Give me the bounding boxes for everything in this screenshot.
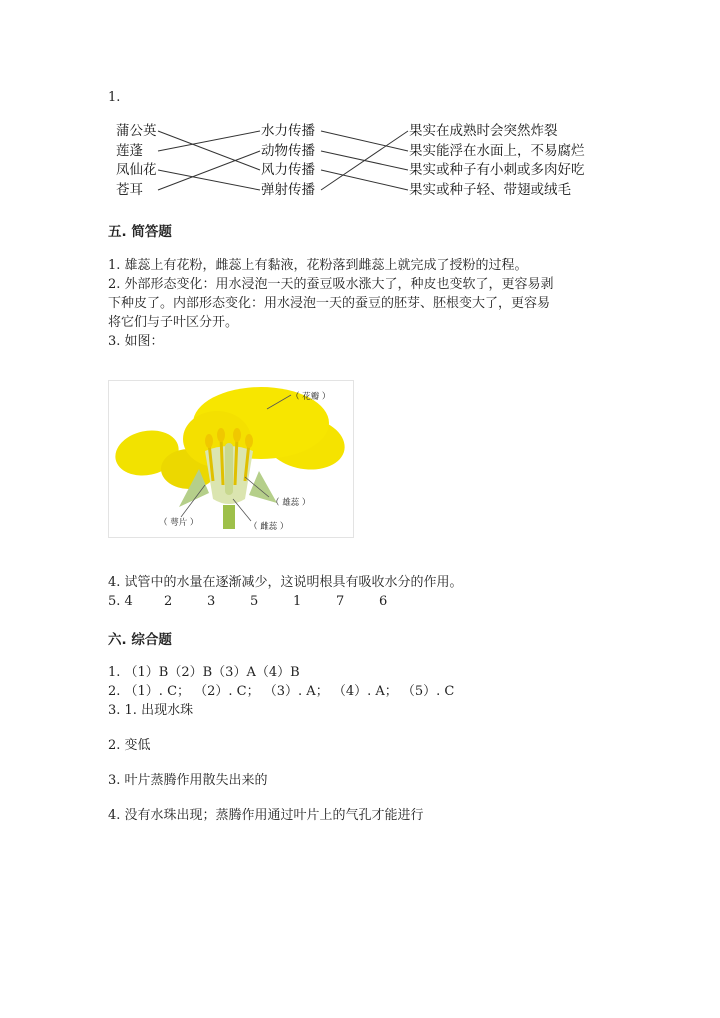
matching-diagram bbox=[108, 118, 608, 206]
flower-figure bbox=[108, 380, 354, 538]
link-dandelion-wind bbox=[158, 131, 260, 170]
label-stamen: （ 雄蕊 ） bbox=[271, 498, 311, 508]
link-balsam-eject bbox=[158, 170, 260, 190]
sequence-value: 2 bbox=[164, 594, 173, 609]
plant-label: 蒲公英 bbox=[116, 123, 157, 139]
answer-line: 3. 如图： bbox=[108, 334, 164, 349]
answer-line: 4. 没有水珠出现；蒸腾作用通过叶片上的气孔才能进行 bbox=[108, 808, 424, 823]
answer-line: 下种皮了。内部形态变化：用水浸泡一天的蚕豆的胚芽、胚根变大了，更容易 bbox=[108, 296, 551, 311]
sequence-value: 5 bbox=[250, 594, 259, 609]
answer-line: 3. 1. 出现水珠 bbox=[108, 703, 194, 718]
answer-line: 将它们与子叶区分开。 bbox=[108, 315, 239, 330]
method-label: 动物传播 bbox=[261, 143, 315, 159]
plant-label: 莲蓬 bbox=[116, 143, 143, 159]
label-pistil: （ 雌蕊 ） bbox=[249, 522, 289, 532]
link-lotus-water bbox=[158, 131, 260, 151]
label-sepal: （ 萼片 ） bbox=[159, 518, 199, 528]
answer-line: 2. （1）. C； （2）. C； （3）. A； （4）. A； （5）. C bbox=[108, 684, 455, 699]
plant-label: 苍耳 bbox=[116, 182, 143, 198]
sequence-value: 7 bbox=[336, 594, 345, 609]
plant-label: 凤仙花 bbox=[116, 162, 157, 178]
method-label: 弹射传播 bbox=[261, 182, 315, 198]
method-label: 水力传播 bbox=[261, 123, 315, 139]
sequence-value: 1 bbox=[293, 594, 302, 609]
sequence-value: 6 bbox=[379, 594, 388, 609]
feature-label: 果实或种子有小刺或多肉好吃 bbox=[409, 162, 585, 178]
section-5-title: 五. 简答题 bbox=[108, 224, 172, 240]
answer-line: 1. 雄蕊上有花粉，雌蕊上有黏液，花粉落到雌蕊上就完成了授粉的过程。 bbox=[108, 258, 528, 273]
sequence-prefix: 5. 4 bbox=[108, 594, 133, 609]
answer-line: 1. （1）B（2）B（3）A（4）B bbox=[108, 665, 300, 680]
label-petal: （ 花瓣 ） bbox=[291, 392, 331, 402]
flower-illustration bbox=[109, 381, 353, 537]
answer-line: 4. 试管中的水量在逐渐减少，这说明根具有吸收水分的作用。 bbox=[108, 575, 463, 590]
link-water-float bbox=[321, 131, 408, 151]
link-eject-burst bbox=[321, 131, 408, 190]
link-wind-light bbox=[321, 170, 408, 190]
answer-line: 2. 变低 bbox=[108, 738, 151, 753]
answer-line: 2. 外部形态变化：用水浸泡一天的蚕豆吸水涨大了，种皮也变软了，更容易剥 bbox=[108, 277, 554, 292]
answer-line: 3. 叶片蒸腾作用散失出来的 bbox=[108, 773, 268, 788]
feature-label: 果实在成熟时会突然炸裂 bbox=[409, 123, 558, 139]
feature-label: 果实能浮在水面上，不易腐烂 bbox=[409, 143, 585, 159]
link-cocklebur-animal bbox=[158, 151, 260, 190]
method-label: 风力传播 bbox=[261, 162, 315, 178]
question-1-number: 1. bbox=[108, 90, 121, 105]
answer-sequence bbox=[108, 593, 422, 611]
section-6-title: 六. 综合题 bbox=[108, 632, 172, 648]
feature-label: 果实或种子轻、带翅或绒毛 bbox=[409, 182, 571, 198]
sequence-value: 3 bbox=[207, 594, 216, 609]
